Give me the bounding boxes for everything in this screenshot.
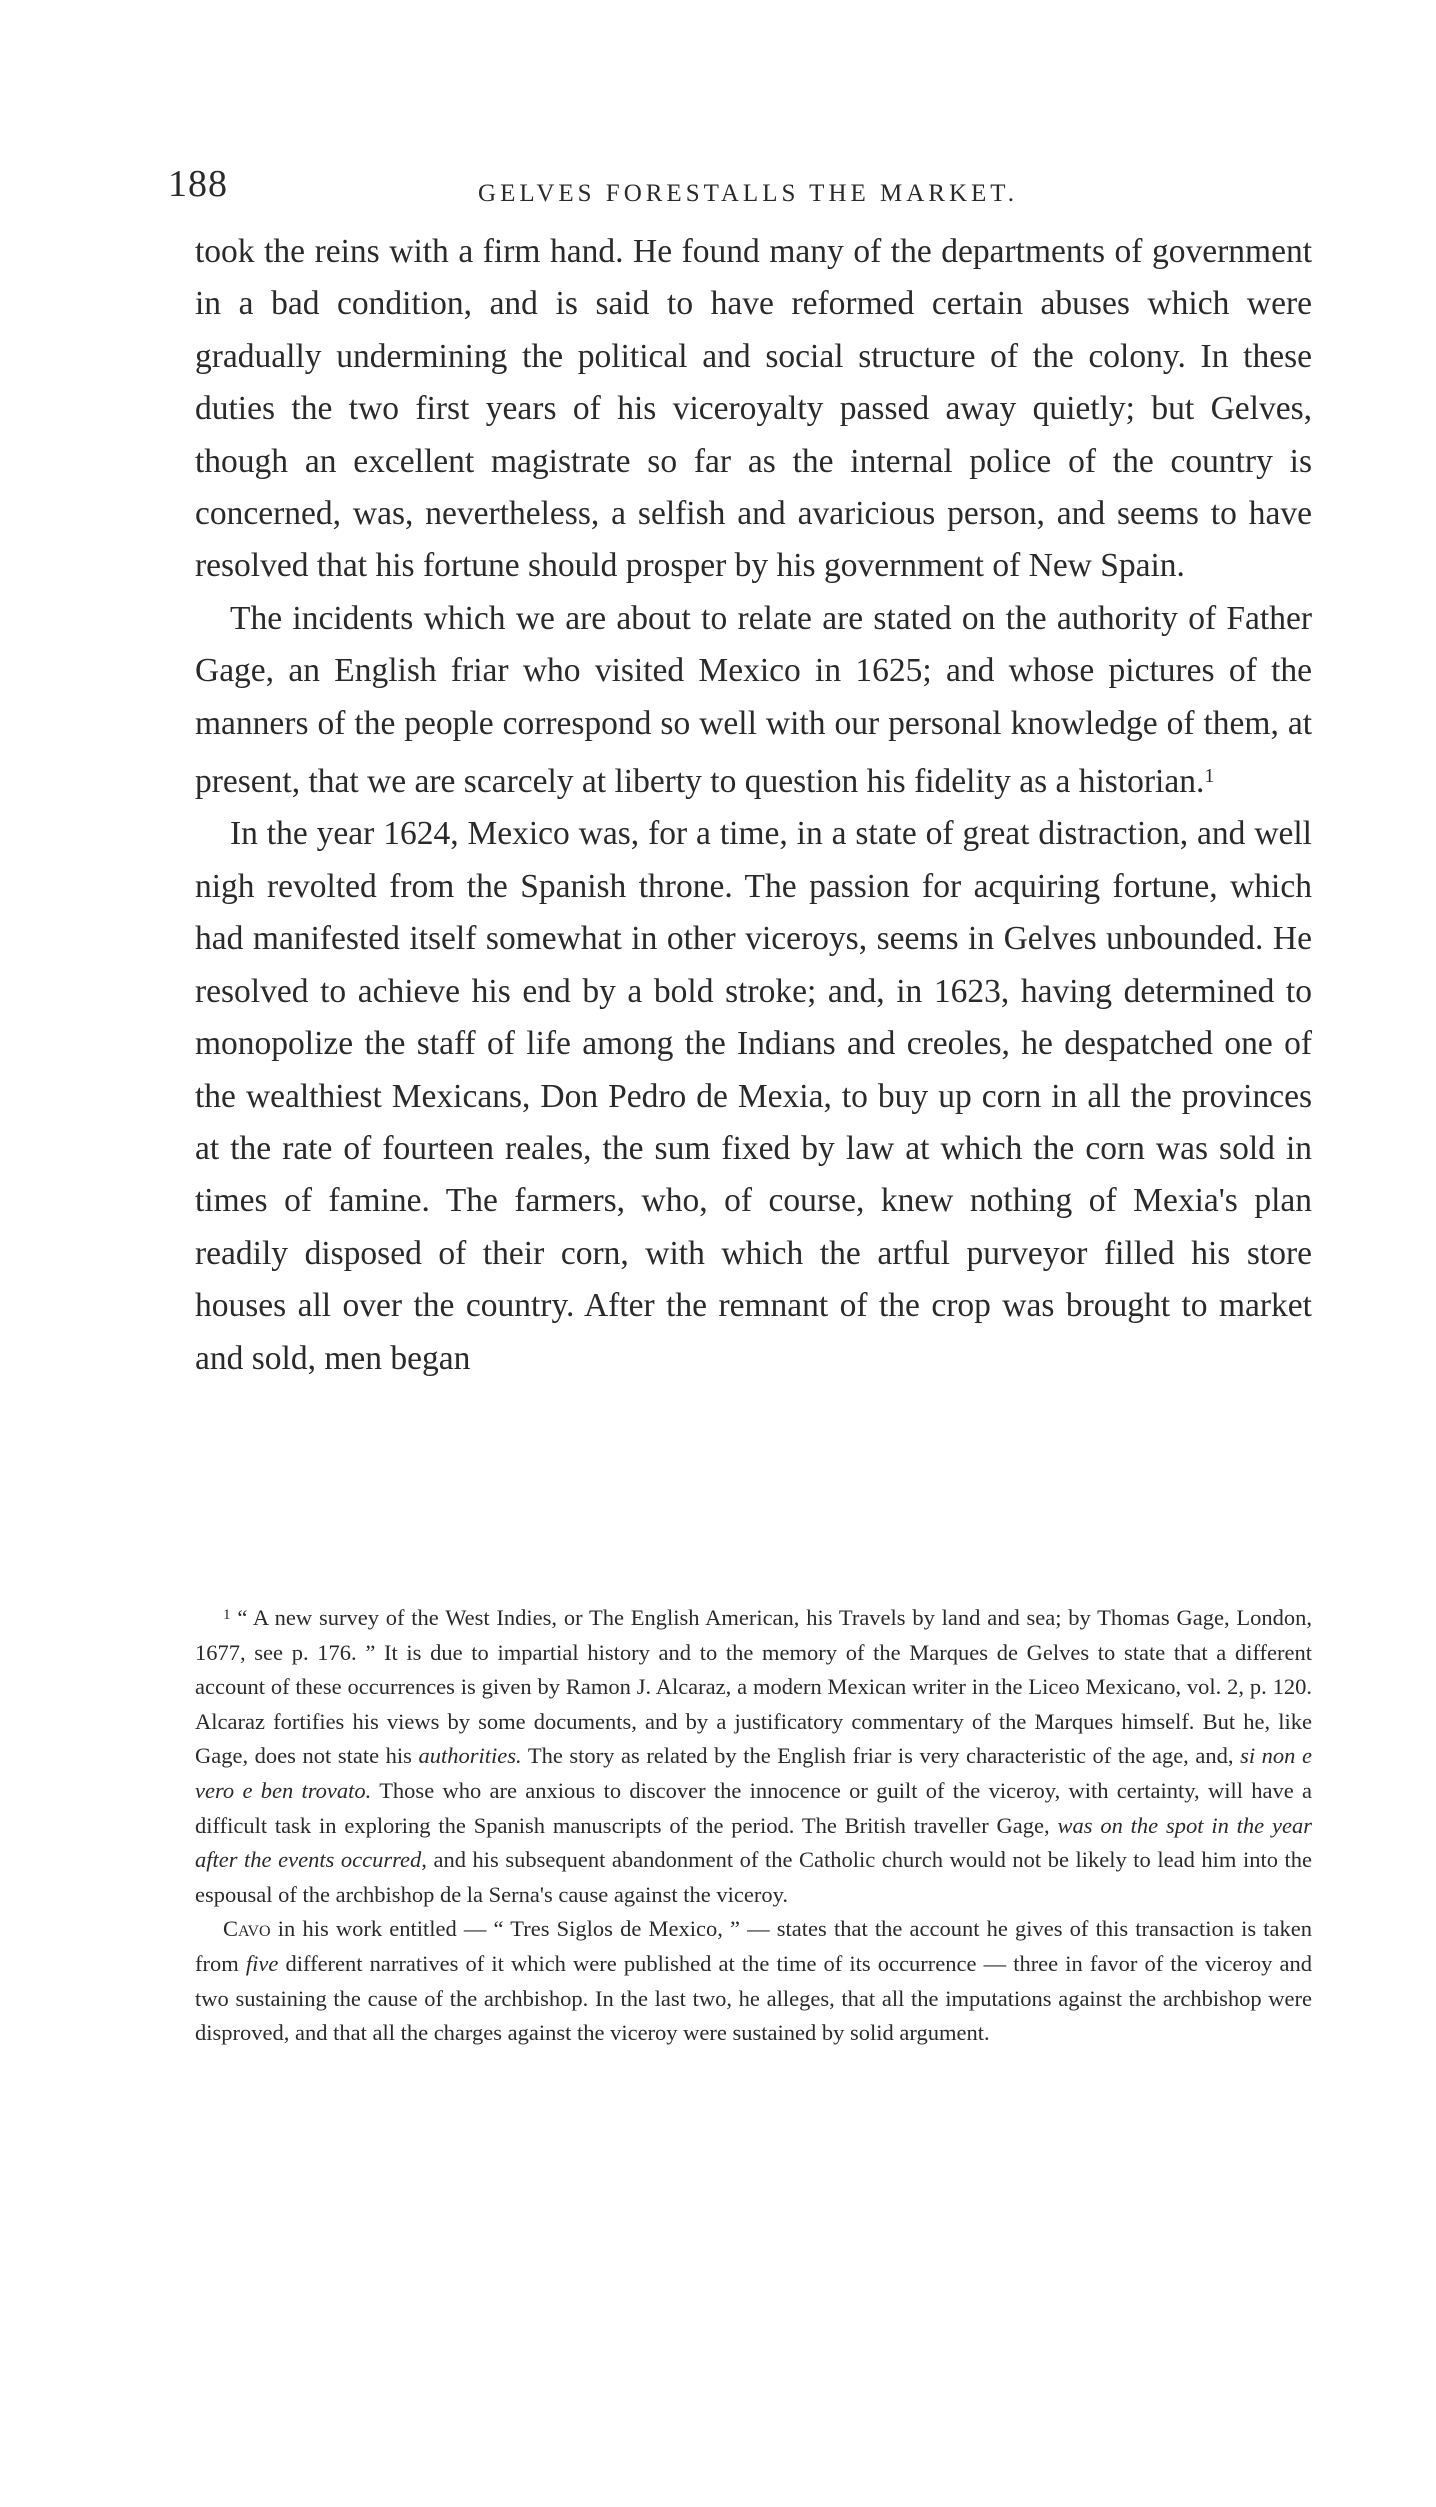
footnote-text: Those who are anxious to discover the innocence or guilt of the viceroy, with certainty, will have a difficult task in exploring the Spanish manuscripts of the period. The British traveller Gage,	[195, 1777, 1313, 1838]
footnote-text: different narratives of it which were published at the time of its occurrence — three in favor of the viceroy and two sustaining the cause of the archbishop. In the last two, he alleges, that all the imputations against the archbishop were disproved, and that all the charges against the viceroy were sustained by solid argument.	[195, 1950, 1313, 2046]
footnote-text: The story as related by the English friar is very characteristic of the age, and,	[527, 1743, 1234, 1769]
footnote-italic: five	[245, 1950, 279, 1976]
footnote-1	[195, 1598, 1312, 1912]
footnote-marker: 1	[223, 1607, 231, 1623]
paragraph-text: In the year 1624, Mexico was, for a time, in a state of great distraction, and well nigh revolted from the Spanish throne. The passion for acquiring fortune, which had manifested itself somewhat in other viceroys, seems in Gelves unbounded. He resolved to achieve his end by a bold stroke; and, in 1623, having determined to monopolize the staff of life among the Indians and creoles, he despatched one of the wealthiest Mexicans, Don Pedro de Mexia, to buy up corn in all the provinces at the rate of fourteen reales, the sum fixed by law at which the corn was sold in times of famine. The farmers, who, of course, knew nothing of Mexia's plan readily disposed of their corn, with which the artful purveyor filled his store houses all over the country. After the remnant of the crop was brought to market and sold, men began	[195, 815, 1312, 1377]
page-number: 188	[168, 163, 228, 205]
footnote-lead: Cavo	[223, 1916, 271, 1942]
footnote-text: “ A new survey of the West Indies, or The English American, his Travels by land and sea; by Thomas Gage, London, 1677, see p. 176. ” It is due to impartial history and to the memory of the Marques de Gelves to state that a different account of these occurrences is given by Ramon J. Alcaraz, a modern Mexican writer in the Liceo Mexicano, vol. 2, p. 120. Alcaraz fortifies his views by some documents, and by a justificatory commentary of the Marques himself. But he, like Gage, does not state his	[195, 1605, 1312, 1769]
footnote-text: in his work entitled — “ Tres Siglos de Mexico, ” — states that the account he gives of this transaction is taken from	[195, 1916, 1313, 1976]
paragraph	[195, 593, 1312, 809]
body-text	[195, 226, 1312, 1385]
footnote-2	[195, 1912, 1312, 2050]
page-header	[168, 162, 1288, 222]
running-title: GELVES FORESTALLS THE MARKET.	[478, 180, 1018, 207]
footnote-italic: authorities.	[418, 1743, 522, 1769]
footnote-italic: was on the spot in the year after the events occurred,	[195, 1812, 1312, 1873]
footnote-text: and his subsequent abandonment of the Catholic church would not be likely to lead him into the espousal of the archbishop de la Serna's cause against the viceroy.	[195, 1847, 1313, 1907]
paragraph	[195, 226, 1312, 593]
footnote-reference: 1	[1204, 765, 1215, 788]
paragraph-text: took the reins with a firm hand. He found many of the departments of government in a bad condition, and is said to have reformed certain abuses which were gradually undermining the political and social structure of the colony. In these duties the two first years of his viceroyalty passed away quietly; but Gelves, though an excellent magistrate so far as the internal police of the country is concerned, was, nevertheless, a selfish and avaricious person, and seems to have resolved that his fortune should prosper by his government of New Spain.	[195, 233, 1312, 585]
paragraph	[195, 808, 1312, 1384]
paragraph-text: The incidents which we are about to relate are stated on the authority of Father Gage, an English friar who visited Mexico in 1625; and whose pictures of the manners of the people correspond so well with our personal knowledge of them, at present, that we are scarcely at liberty to question his fidelity as a historian.	[195, 599, 1312, 801]
footnotes	[195, 1598, 1312, 2051]
footnote-italic: si non e vero e ben trovato.	[195, 1743, 1313, 1803]
